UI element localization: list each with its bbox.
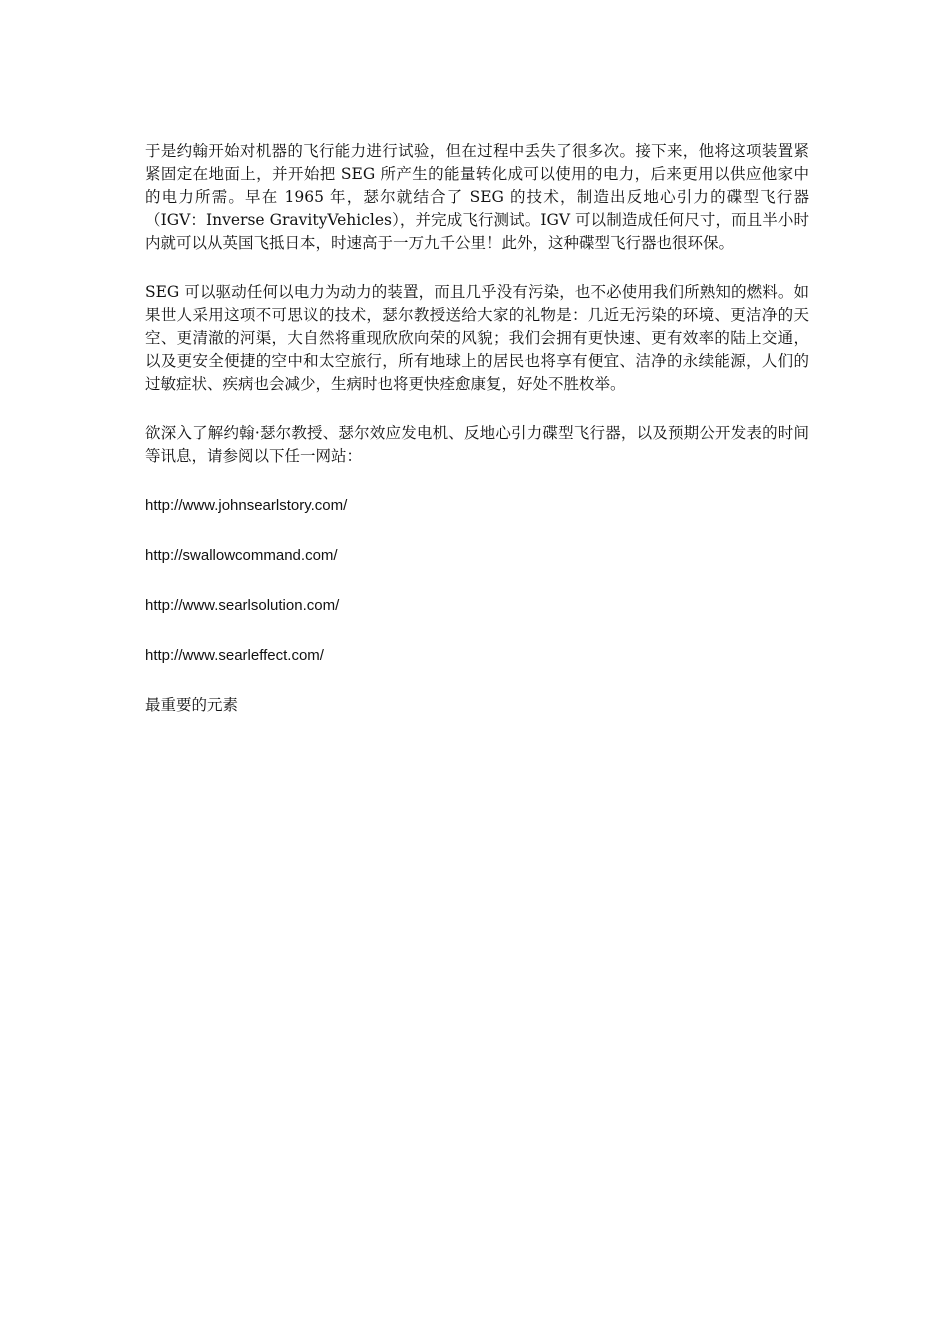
link-swallowcommand[interactable]: http://swallowcommand.com/ <box>145 547 338 564</box>
link-johnsearlstory[interactable]: http://www.johnsearlstory.com/ <box>145 497 348 514</box>
paragraph-more-info: 欲深入了解约翰·瑟尔教授、瑟尔效应发电机、反地心引力碟型飞行器，以及预期公开发表的时间等讯息，请参阅以下任一网站： <box>145 424 809 465</box>
document-body <box>145 140 809 717</box>
paragraph-seg-benefits: SEG 可以驱动任何以电力为动力的装置，而且几乎没有污染，也不必使用我们所熟知的燃料。如果世人采用这项不可思议的技术，瑟尔教授送给大家的礼物是：几近无污染的环境、更洁净的天空、更清澈的河渠，大自然将重现欣欣向荣的风貌；我们会拥有更快速、更有效率的陆上交通，以及更安全便捷的空中和太空旅行，所有地球上的居民也将享有便宜、洁净的永续能源，人们的过敏症状、疾病也会减少，生病时也将更快痊愈康复，好处不胜枚举。 <box>145 283 809 393</box>
link-searleffect[interactable]: http://www.searleffect.com/ <box>145 647 324 664</box>
closing-heading: 最重要的元素 <box>145 696 239 714</box>
link-searlsolution[interactable]: http://www.searlsolution.com/ <box>145 597 340 614</box>
paragraph-igv-flight: 于是约翰开始对机器的飞行能力进行试验，但在过程中丢失了很多次。接下来，他将这项装置紧紧固定在地面上，并开始把 SEG 所产生的能量转化成可以使用的电力，后来更用以供应他家中的电力所需。早在 1965 年，瑟尔就结合了 SEG 的技术，制造出反地心引力的碟型飞行器（IGV：Inverse GravityVehicles），并完成飞行测试。IGV 可以制造成任何尺寸，而且半小时内就可以从英国飞抵日本，时速高于一万九千公里！此外，这种碟型飞行器也很环保。 <box>145 142 809 252</box>
